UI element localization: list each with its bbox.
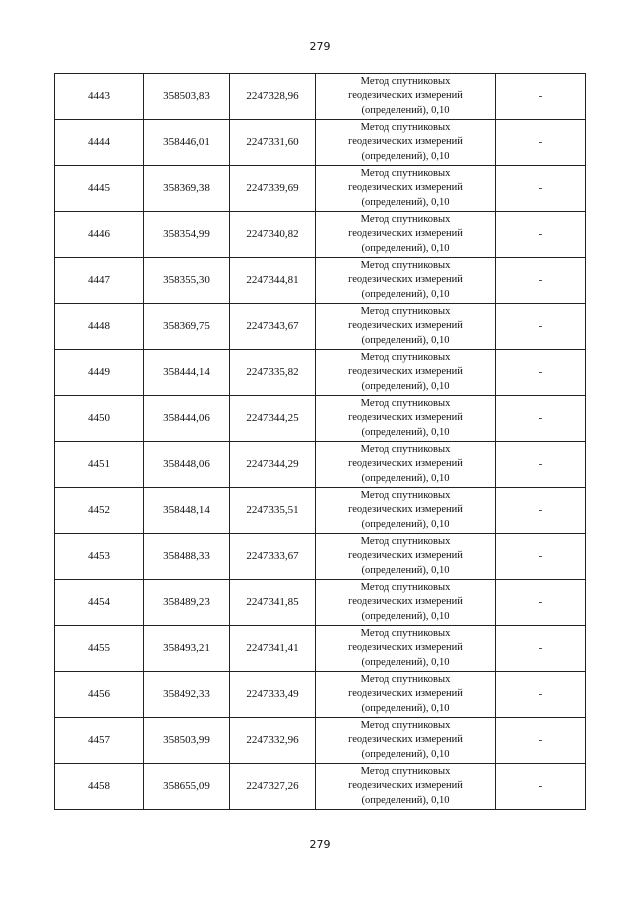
method-line: Метод спутниковых — [360, 535, 451, 547]
method-line: Метод спутниковых — [360, 443, 451, 455]
y-coordinate-cell: 2247331,60 — [230, 120, 316, 166]
point-id-cell: 4458 — [55, 764, 144, 810]
method-line: (определений), 0,10 — [361, 104, 450, 116]
method-cell — [316, 488, 496, 534]
x-coordinate-cell: 358503,99 — [144, 718, 230, 764]
method-line: Метод спутниковых — [360, 351, 451, 363]
method-line: (определений), 0,10 — [361, 794, 450, 806]
method-line: (определений), 0,10 — [361, 334, 450, 346]
point-id-cell: 4452 — [55, 488, 144, 534]
note-cell: - — [496, 258, 586, 304]
method-line: Метод спутниковых — [360, 489, 451, 501]
x-coordinate-cell: 358369,75 — [144, 304, 230, 350]
method-cell — [316, 718, 496, 764]
method-line: геодезических измерений — [348, 228, 463, 240]
note-cell: - — [496, 212, 586, 258]
method-cell — [316, 304, 496, 350]
method-line: (определений), 0,10 — [361, 656, 450, 668]
table-row — [55, 580, 586, 626]
y-coordinate-cell: 2247340,82 — [230, 212, 316, 258]
note-cell: - — [496, 534, 586, 580]
point-id-cell: 4453 — [55, 534, 144, 580]
y-coordinate-cell: 2247344,81 — [230, 258, 316, 304]
method-line: (определений), 0,10 — [361, 426, 450, 438]
table-row — [55, 304, 586, 350]
note-cell: - — [496, 764, 586, 810]
y-coordinate-cell: 2247335,51 — [230, 488, 316, 534]
method-line: (определений), 0,10 — [361, 748, 450, 760]
note-cell: - — [496, 718, 586, 764]
note-cell: - — [496, 304, 586, 350]
method-line: геодезических измерений — [348, 182, 463, 194]
y-coordinate-cell: 2247341,85 — [230, 580, 316, 626]
y-coordinate-cell: 2247339,69 — [230, 166, 316, 212]
x-coordinate-cell: 358448,06 — [144, 442, 230, 488]
table-row — [55, 488, 586, 534]
table-row — [55, 212, 586, 258]
method-cell — [316, 350, 496, 396]
table-row — [55, 672, 586, 718]
method-cell — [316, 764, 496, 810]
method-line: геодезических измерений — [348, 90, 463, 102]
note-cell: - — [496, 442, 586, 488]
method-cell — [316, 166, 496, 212]
method-line: (определений), 0,10 — [361, 288, 450, 300]
note-cell: - — [496, 350, 586, 396]
method-line: геодезических измерений — [348, 274, 463, 286]
point-id-cell: 4446 — [55, 212, 144, 258]
coordinates-table — [54, 73, 586, 810]
x-coordinate-cell: 358493,21 — [144, 626, 230, 672]
method-line: геодезических измерений — [348, 550, 463, 562]
x-coordinate-cell: 358369,38 — [144, 166, 230, 212]
method-cell — [316, 258, 496, 304]
table-row — [55, 764, 586, 810]
note-cell: - — [496, 672, 586, 718]
y-coordinate-cell: 2247333,49 — [230, 672, 316, 718]
x-coordinate-cell: 358446,01 — [144, 120, 230, 166]
table-row — [55, 166, 586, 212]
note-cell: - — [496, 396, 586, 442]
point-id-cell: 4450 — [55, 396, 144, 442]
x-coordinate-cell: 358492,33 — [144, 672, 230, 718]
method-line: геодезических измерений — [348, 734, 463, 746]
point-id-cell: 4454 — [55, 580, 144, 626]
method-cell — [316, 672, 496, 718]
y-coordinate-cell: 2247341,41 — [230, 626, 316, 672]
y-coordinate-cell: 2247343,67 — [230, 304, 316, 350]
method-line: геодезических измерений — [348, 136, 463, 148]
table-row — [55, 534, 586, 580]
point-id-cell: 4448 — [55, 304, 144, 350]
table-row — [55, 350, 586, 396]
method-line: Метод спутниковых — [360, 627, 451, 639]
method-line: Метод спутниковых — [360, 213, 451, 225]
method-line: (определений), 0,10 — [361, 518, 450, 530]
y-coordinate-cell: 2247332,96 — [230, 718, 316, 764]
method-line: (определений), 0,10 — [361, 564, 450, 576]
method-cell — [316, 534, 496, 580]
point-id-cell: 4443 — [55, 74, 144, 120]
method-cell — [316, 442, 496, 488]
method-line: (определений), 0,10 — [361, 196, 450, 208]
y-coordinate-cell: 2247328,96 — [230, 74, 316, 120]
table-row — [55, 442, 586, 488]
method-line: (определений), 0,10 — [361, 150, 450, 162]
method-line: Метод спутниковых — [360, 765, 451, 777]
note-cell: - — [496, 626, 586, 672]
x-coordinate-cell: 358448,14 — [144, 488, 230, 534]
point-id-cell: 4455 — [55, 626, 144, 672]
table-row — [55, 718, 586, 764]
table-row — [55, 120, 586, 166]
method-cell — [316, 626, 496, 672]
x-coordinate-cell: 358444,06 — [144, 396, 230, 442]
method-cell — [316, 396, 496, 442]
method-line: геодезических измерений — [348, 688, 463, 700]
note-cell: - — [496, 120, 586, 166]
method-line: геодезических измерений — [348, 366, 463, 378]
method-cell — [316, 212, 496, 258]
x-coordinate-cell: 358489,23 — [144, 580, 230, 626]
method-line: геодезических измерений — [348, 596, 463, 608]
x-coordinate-cell: 358503,83 — [144, 74, 230, 120]
y-coordinate-cell: 2247335,82 — [230, 350, 316, 396]
method-line: геодезических измерений — [348, 504, 463, 516]
point-id-cell: 4447 — [55, 258, 144, 304]
table-row — [55, 396, 586, 442]
table-row — [55, 74, 586, 120]
method-line: (определений), 0,10 — [361, 472, 450, 484]
y-coordinate-cell: 2247333,67 — [230, 534, 316, 580]
point-id-cell: 4445 — [55, 166, 144, 212]
method-line: (определений), 0,10 — [361, 610, 450, 622]
method-line: геодезических измерений — [348, 458, 463, 470]
point-id-cell: 4444 — [55, 120, 144, 166]
method-line: геодезических измерений — [348, 320, 463, 332]
method-cell — [316, 74, 496, 120]
x-coordinate-cell: 358355,30 — [144, 258, 230, 304]
method-line: Метод спутниковых — [360, 719, 451, 731]
method-line: Метод спутниковых — [360, 121, 451, 133]
y-coordinate-cell: 2247344,29 — [230, 442, 316, 488]
method-line: Метод спутниковых — [360, 75, 451, 87]
method-line: Метод спутниковых — [360, 397, 451, 409]
method-cell — [316, 120, 496, 166]
method-line: геодезических измерений — [348, 412, 463, 424]
method-line: (определений), 0,10 — [361, 380, 450, 392]
y-coordinate-cell: 2247327,26 — [230, 764, 316, 810]
method-line: (определений), 0,10 — [361, 702, 450, 714]
method-line: Метод спутниковых — [360, 305, 451, 317]
note-cell: - — [496, 580, 586, 626]
point-id-cell: 4456 — [55, 672, 144, 718]
method-line: геодезических измерений — [348, 780, 463, 792]
method-cell — [316, 580, 496, 626]
method-line: Метод спутниковых — [360, 167, 451, 179]
point-id-cell: 4457 — [55, 718, 144, 764]
x-coordinate-cell: 358655,09 — [144, 764, 230, 810]
page-number-top: 279 — [309, 40, 331, 53]
x-coordinate-cell: 358354,99 — [144, 212, 230, 258]
page-number-bottom: 279 — [309, 838, 331, 851]
x-coordinate-cell: 358444,14 — [144, 350, 230, 396]
table-row — [55, 258, 586, 304]
note-cell: - — [496, 74, 586, 120]
method-line: (определений), 0,10 — [361, 242, 450, 254]
table-row — [55, 626, 586, 672]
method-line: Метод спутниковых — [360, 581, 451, 593]
point-id-cell: 4449 — [55, 350, 144, 396]
note-cell: - — [496, 166, 586, 212]
x-coordinate-cell: 358488,33 — [144, 534, 230, 580]
point-id-cell: 4451 — [55, 442, 144, 488]
y-coordinate-cell: 2247344,25 — [230, 396, 316, 442]
method-line: Метод спутниковых — [360, 673, 451, 685]
note-cell: - — [496, 488, 586, 534]
method-line: геодезических измерений — [348, 642, 463, 654]
method-line: Метод спутниковых — [360, 259, 451, 271]
